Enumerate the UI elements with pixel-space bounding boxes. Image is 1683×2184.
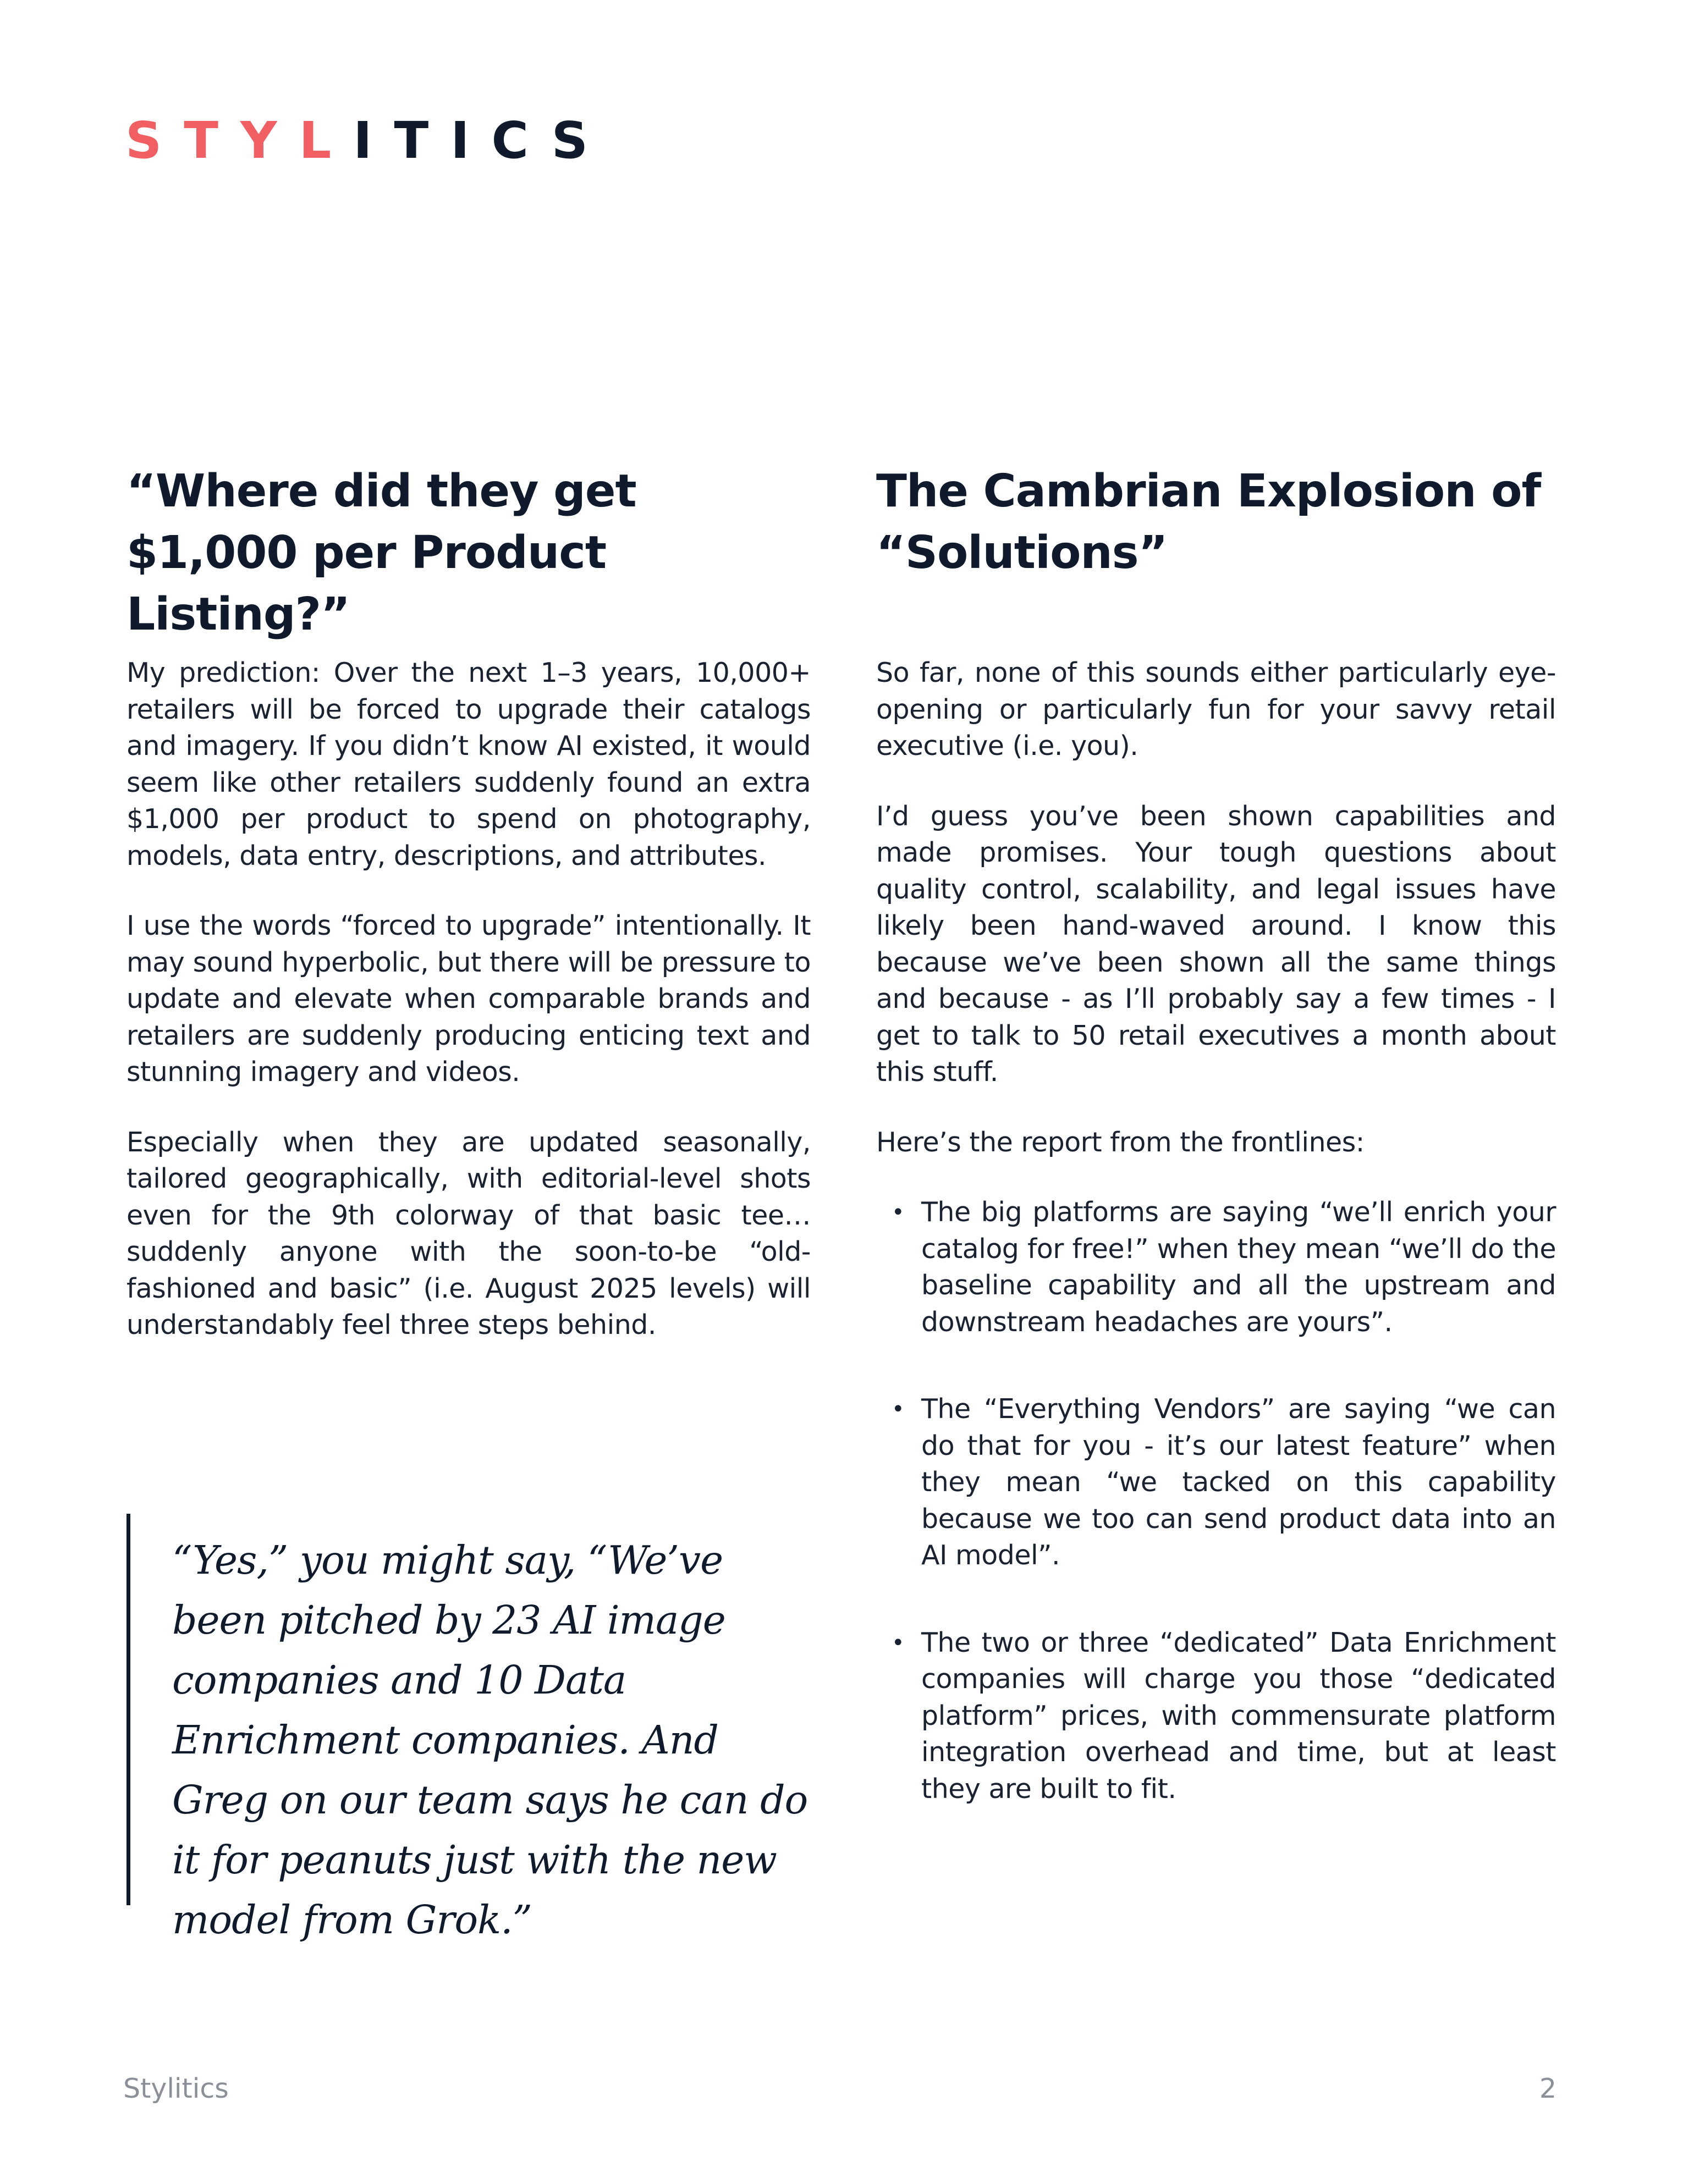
right-column-heading-wrap [876,461,1556,584]
paragraph: Here’s the report from the frontlines: [876,1126,1365,1158]
page-number: 2 [1539,2073,1557,2104]
logo-part-dark: ITICS [353,111,610,170]
paragraph: My prediction: Over the next 1–3 years, 10,000+ retailers will be forced to upgrade their catalogs and imagery. If you didn’t know AI existed, it would seem like other retailers suddenly found an extra $1,000 per product to spend on photography, models, data entry, descriptions, and attributes. [127,657,811,872]
bullet-text: The big platforms are saying “we’ll enrich your catalog for free!” when they mean “we’ll do the baseline capability and all the upstream and downstream headaches are yours”. [921,1196,1556,1338]
bullet-text: The two or three “dedicated” Data Enrichment companies will charge you those “dedicated platform” prices, with commensurate platform integration overhead and time, but at least they are built to fit. [921,1626,1556,1805]
left-column-heading-wrap [127,461,811,646]
paragraph: I’d guess you’ve been shown capabilities and made promises. Your tough questions about quality control, scalability, and legal issues have likely been hand-waved around. I know this because we’ve been shown all the same things and because - as I’ll probably say a few times - I get to talk to 50 retail executives a month about this stuff. [876,800,1556,1088]
list-item [876,1391,1556,1574]
right-heading: The Cambrian Explosion of “Solutions” [876,465,1541,579]
pull-quote [127,1514,809,1943]
bullet-icon: • [892,1200,905,1225]
quote-bar [127,1514,130,1905]
paragraph: Especially when they are updated seasonally, tailored geographically, with editorial-level shots even for the 9th colorway of that basic tee…suddenly anyone with the soon-to-be “old-fashioned and basic” (i.e. August 2025 levels) will understandably feel three steps behind. [127,1126,811,1341]
bullet-icon: • [892,1630,905,1656]
bullet-icon: • [892,1397,905,1422]
list-item [876,1194,1556,1341]
stylitics-logo [125,111,610,170]
bullet-list [876,1194,1556,1807]
paragraph: I use the words “forced to upgrade” intentionally. It may sound hyperbolic, but there will be pressure to update and elevate when comparable brands and retailers are suddenly producing enticing text and stunning imagery and videos. [127,910,811,1088]
left-body [127,655,811,1377]
footer-brand: Stylitics [123,2073,229,2104]
paragraph: So far, none of this sounds either particularly eye-opening or particularly fun for your savvy retail executive (i.e. you). [876,657,1556,762]
list-item [876,1625,1556,1808]
quote-text: “Yes,” you might say, “We’ve been pitched by 23 AI image companies and 10 Data Enrichment companies. And Greg on our team says he can do it for peanuts just with the new model from Grok.” [172,1537,808,1943]
left-heading: “Where did they get $1,000 per Product Listing?” [127,465,636,641]
bullet-text: The “Everything Vendors” are saying “we can do that for you - it’s our latest feature” when they mean “we tacked on this capability because we too can send product data into an AI model”. [921,1393,1556,1571]
logo-part-accent: STYL [125,111,354,170]
right-body [876,655,1556,1858]
